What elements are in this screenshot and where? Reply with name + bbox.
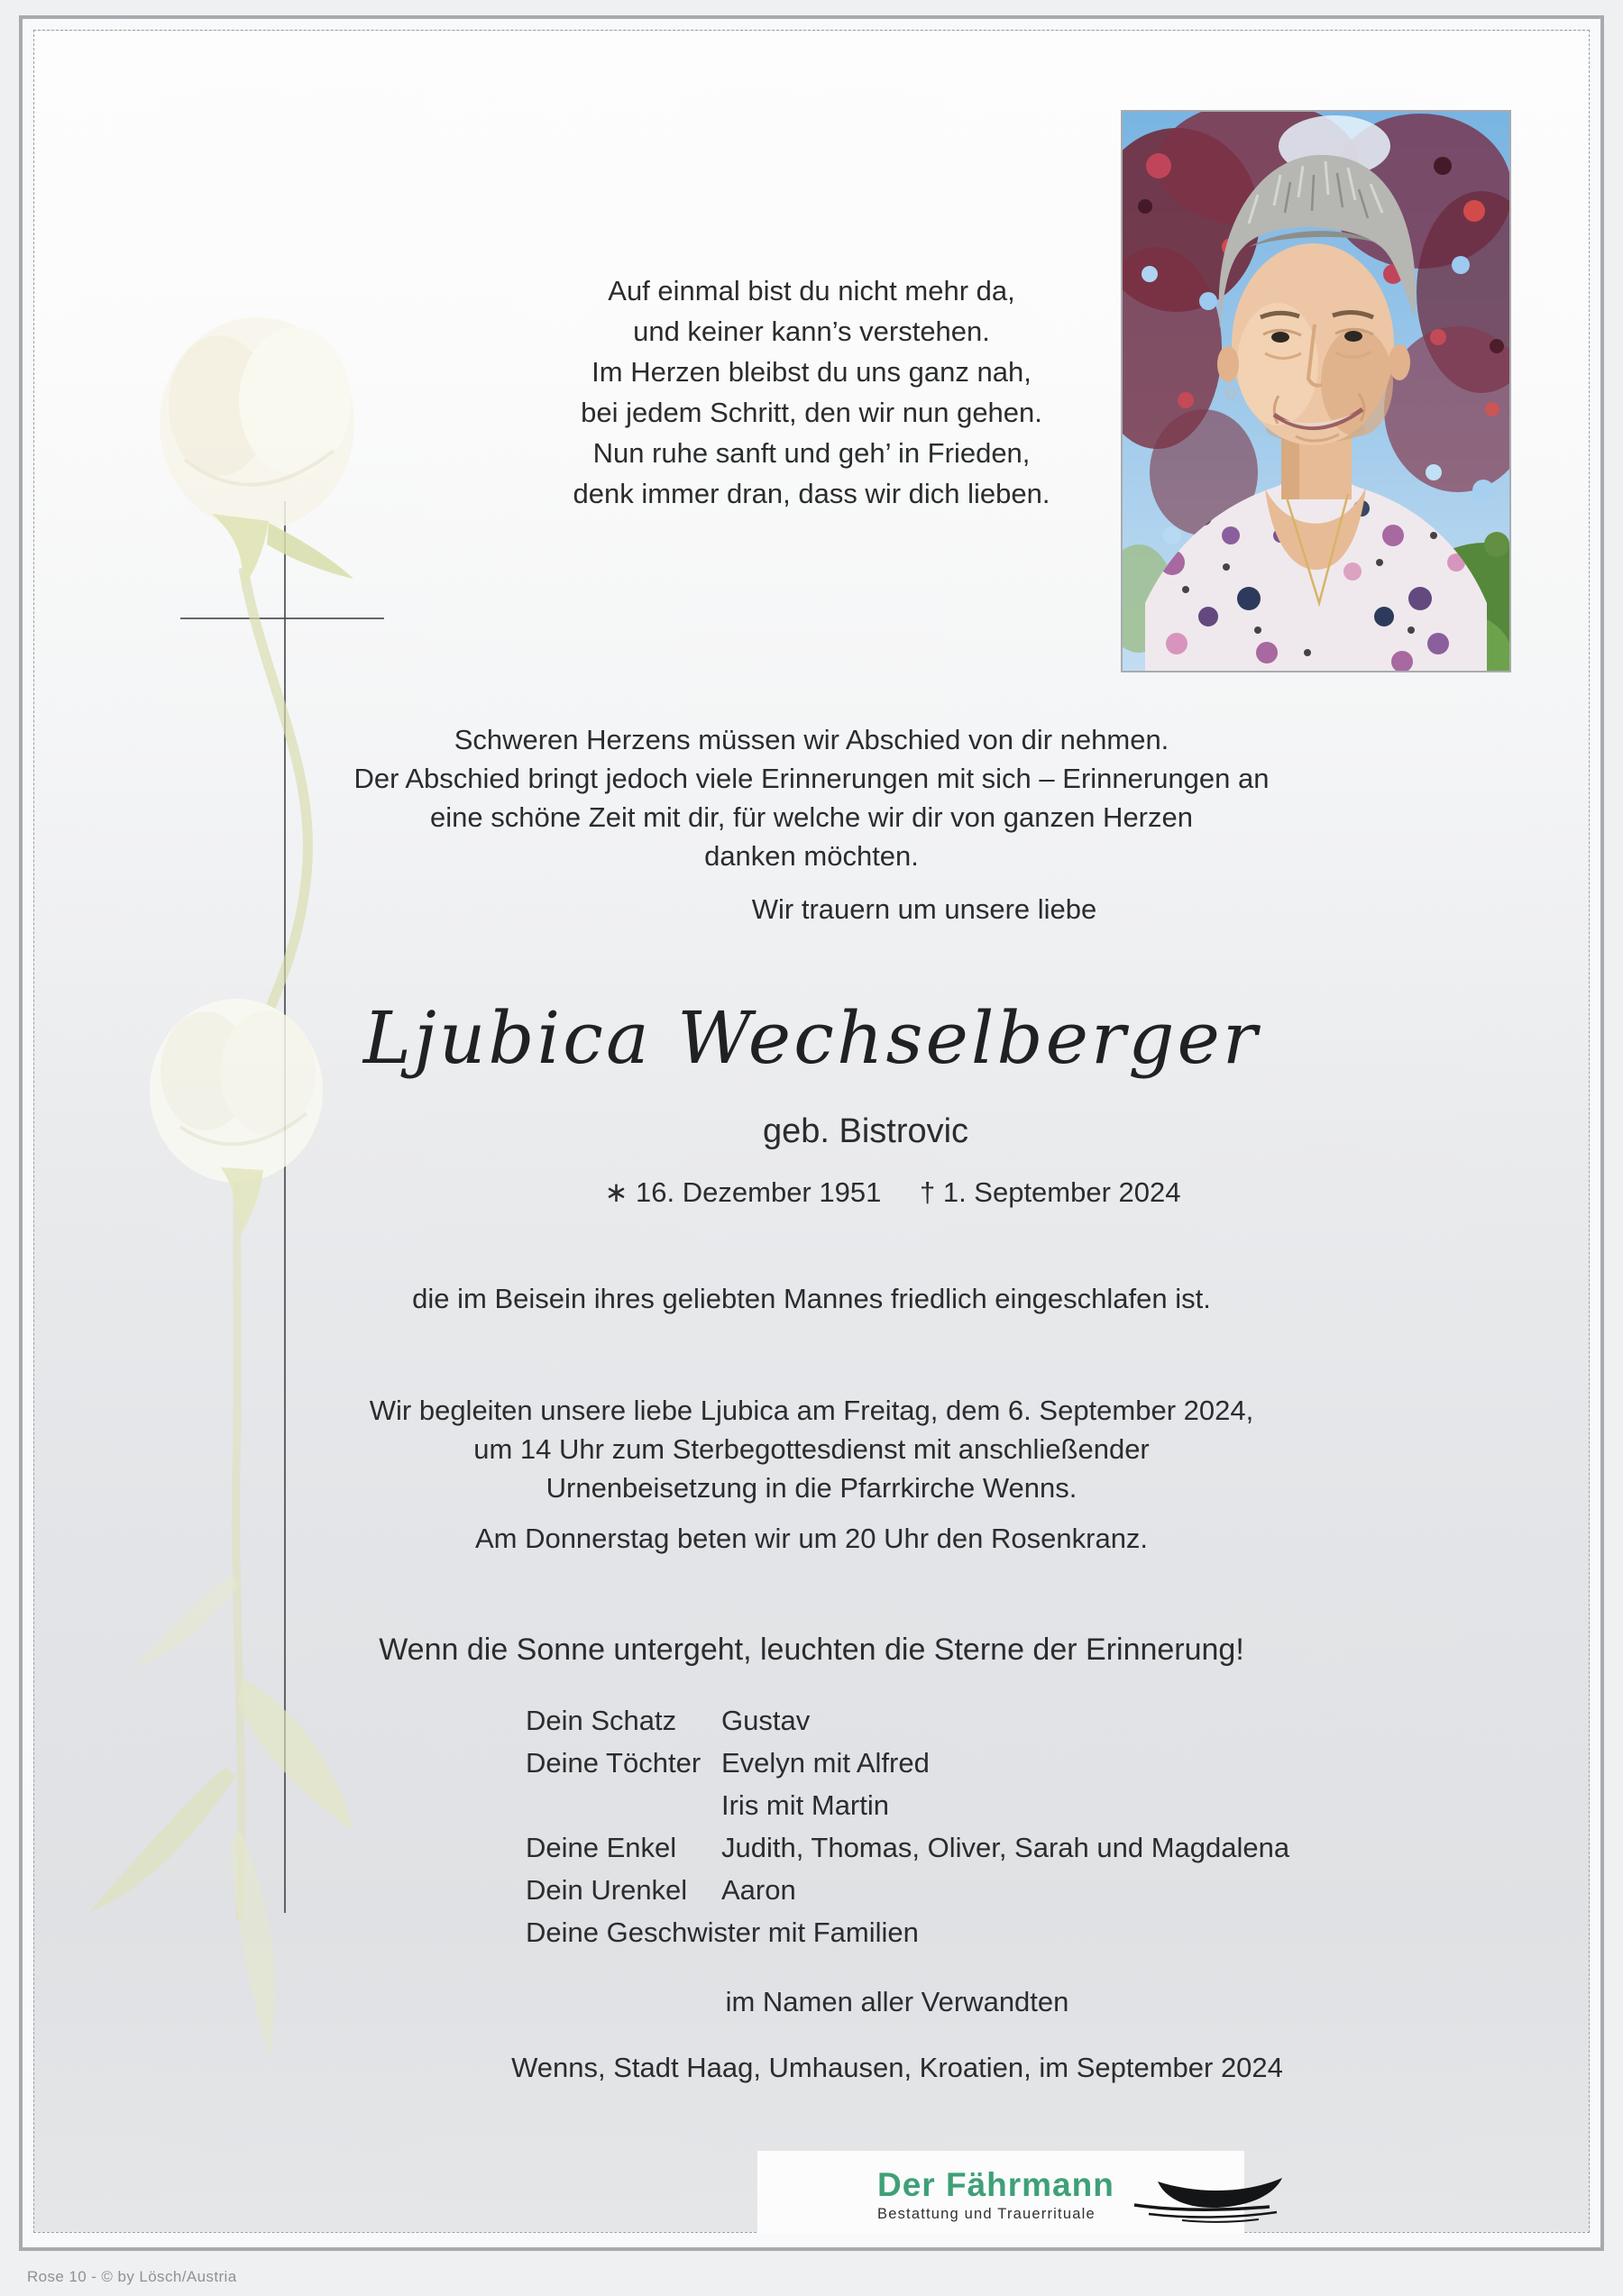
family-role: Deine Geschwister mit Familien bbox=[526, 1916, 919, 1948]
family-names: Iris mit Martin bbox=[721, 1788, 889, 1821]
logo-text bbox=[877, 2167, 1114, 2223]
colophon: Rose 10 - © by Lösch/Austria bbox=[27, 2268, 237, 2285]
poem-line: Nun ruhe sanft und geh’ in Frieden, bbox=[592, 437, 1031, 469]
family-role: Dein Urenkel bbox=[526, 1873, 688, 1906]
passing-note: die im Beisein ihres geliebten Mannes friedlich eingeschlafen ist. bbox=[412, 1283, 1211, 1314]
family-names: Judith, Thomas, Oliver, Sarah und Magdalena bbox=[721, 1831, 1290, 1863]
family-row bbox=[526, 1742, 1289, 1784]
white-rose-artwork bbox=[36, 297, 451, 2191]
funeral-line: Wir begleiten unsere liebe Ljubica am Freitag, dem 6. September 2024, bbox=[369, 1395, 1254, 1426]
places-date-line: Wenns, Stadt Haag, Umhausen, Kroatien, im September 2024 bbox=[511, 2052, 1283, 2083]
family-row bbox=[526, 1826, 1289, 1869]
family-role: Dein Schatz bbox=[526, 1704, 677, 1736]
mourning-intro-line: Wir trauern um unsere liebe bbox=[751, 893, 1097, 925]
family-role: Deine Enkel bbox=[526, 1831, 677, 1863]
family-row bbox=[526, 1911, 1289, 1953]
farewell-paragraph bbox=[307, 720, 1316, 875]
family-row bbox=[526, 1869, 1289, 1911]
farewell-line: Der Abschied bringt jedoch viele Erinnerungen mit sich – Erinnerungen an bbox=[353, 763, 1270, 794]
family-role: Deine Töchter bbox=[526, 1746, 701, 1779]
boat-icon bbox=[1132, 2167, 1286, 2223]
farewell-line: eine schöne Zeit mit dir, für welche wir dir von ganzen Herzen bbox=[429, 801, 1193, 833]
funeral-line: um 14 Uhr zum Sterbegottesdienst mit anschließender bbox=[473, 1433, 1150, 1465]
funeral-announcement bbox=[307, 1391, 1316, 1507]
farewell-line: danken möchten. bbox=[704, 840, 919, 872]
opening-poem bbox=[307, 270, 1316, 514]
family-row bbox=[526, 1699, 1289, 1742]
logo-title: Der Fährmann bbox=[877, 2166, 1114, 2203]
funeral-home-logo bbox=[877, 2167, 1286, 2223]
poem-line: denk immer dran, dass wir dich lieben. bbox=[573, 478, 1050, 509]
family-names: Evelyn mit Alfred bbox=[721, 1746, 930, 1779]
logo-subtitle: Bestattung und Trauerrituale bbox=[877, 2206, 1096, 2222]
family-names: Aaron bbox=[721, 1873, 796, 1906]
poem-line: Im Herzen bleibst du uns ganz nah, bbox=[591, 356, 1032, 388]
funeral-line: Urnenbeisetzung in die Pfarrkirche Wenns. bbox=[546, 1472, 1077, 1504]
deceased-name: Ljubica Wechselberger bbox=[362, 996, 1261, 1080]
poem-line: bei jedem Schritt, den wir nun gehen. bbox=[581, 397, 1042, 428]
remembrance-motto: Wenn die Sonne untergeht, leuchten die Sterne der Erinnerung! bbox=[379, 1633, 1244, 1667]
closing-line: im Namen aller Verwandten bbox=[725, 1986, 1069, 2017]
death-date: † 1. September 2024 bbox=[919, 1176, 1181, 1208]
family-names: Gustav bbox=[721, 1704, 811, 1736]
maiden-name: geb. Bistrovic bbox=[762, 1112, 969, 1150]
life-dates bbox=[388, 1172, 1398, 1212]
family-list bbox=[526, 1699, 1289, 1953]
poem-line: Auf einmal bist du nicht mehr da, bbox=[608, 275, 1015, 306]
farewell-line: Schweren Herzens müssen wir Abschied von dir nehmen. bbox=[454, 724, 1169, 755]
family-row bbox=[526, 1784, 1289, 1826]
birth-date: ∗ 16. Dezember 1951 bbox=[604, 1176, 882, 1208]
poem-line: und keiner kann’s verstehen. bbox=[633, 316, 990, 347]
rosary-note: Am Donnerstag beten wir um 20 Uhr den Rosenkranz. bbox=[474, 1523, 1149, 1554]
